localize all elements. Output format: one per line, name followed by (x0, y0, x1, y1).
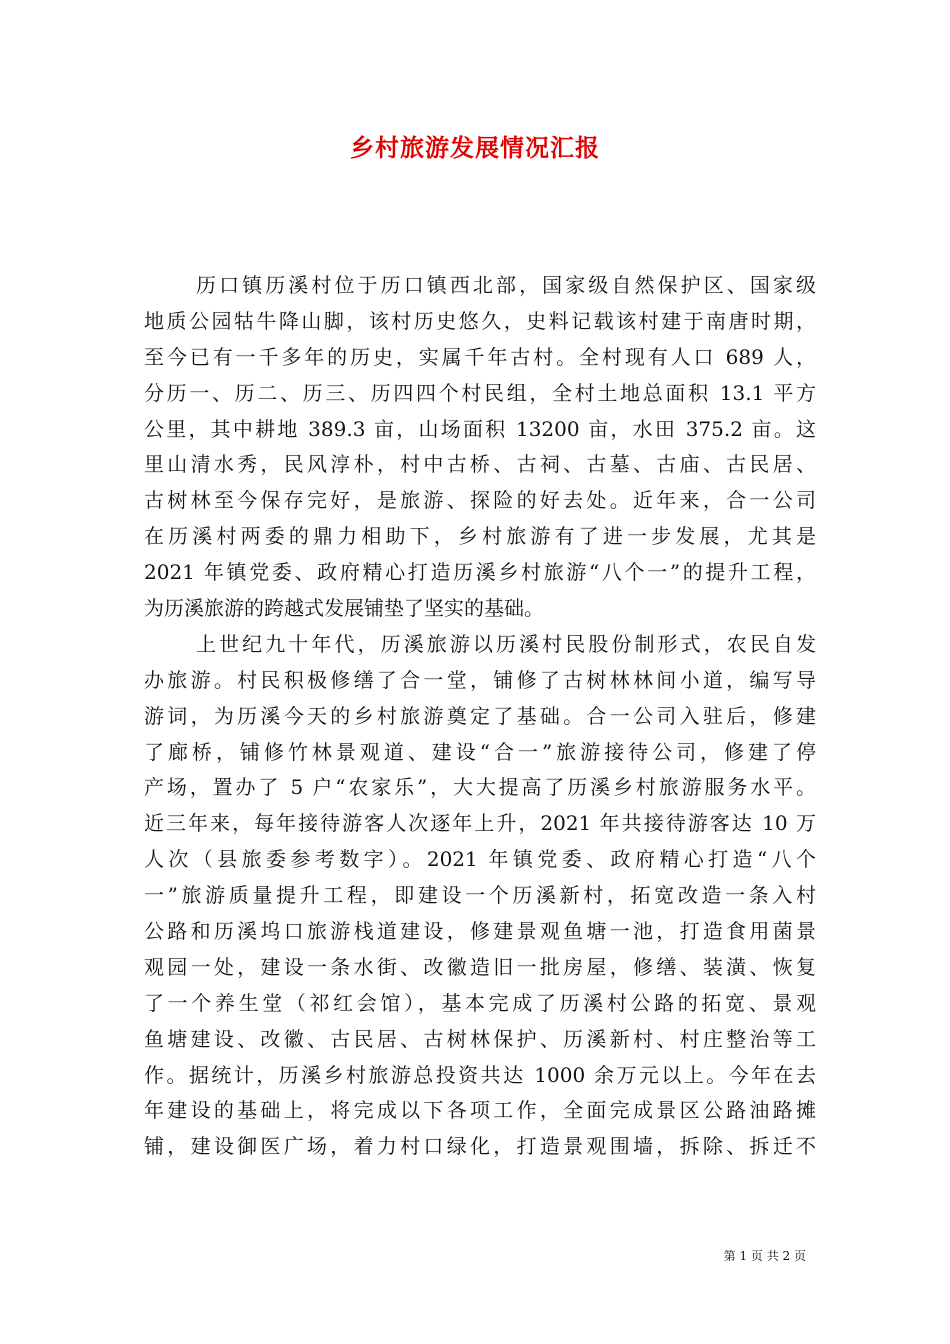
paragraph-line: 里山清水秀，民风淳朴，村中古桥、古祠、古墓、古庙、古民居、 (144, 452, 816, 477)
paragraph-line: 公里，其中耕地 389.3 亩，山场面积 13200 亩，水田 375.2 亩。这 (144, 416, 816, 441)
paragraph-line: 公路和历溪坞口旅游栈道建设，修建景观鱼塘一池，打造食用菌景 (144, 919, 816, 944)
paragraph-line: 作。据统计，历溪乡村旅游总投资共达 1000 余万元以上。今年在去 (144, 1062, 816, 1087)
paragraph-line: 了一个养生堂（祁红会馆），基本完成了历溪村公路的拓宽、景观 (144, 990, 816, 1015)
paragraph-line: 游词，为历溪今天的乡村旅游奠定了基础。合一公司入驻后，修建 (144, 703, 816, 728)
paragraph-line: 在历溪村两委的鼎力相助下，乡村旅游有了进一步发展，尤其是 (144, 524, 816, 549)
paragraph-line: 地质公园牯牛降山脚，该村历史悠久，史料记载该村建于南唐时期， (144, 308, 816, 333)
paragraph-line: 年建设的基础上，将完成以下各项工作，全面完成景区公路油路摊 (144, 1098, 816, 1123)
paragraph-line: 鱼塘建设、改徽、古民居、古树林保护、历溪新村、村庄整治等工 (144, 1026, 816, 1051)
paragraph-line: 分历一、历二、历三、历四四个村民组，全村土地总面积 13.1 平方 (144, 380, 816, 405)
paragraph-line: 办旅游。村民积极修缮了合一堂，铺修了古树林林间小道，编写导 (144, 667, 816, 692)
paragraph-line: 一”旅游质量提升工程，即建设一个历溪新村，拓宽改造一条入村 (144, 883, 816, 908)
paragraph-2 (144, 627, 816, 1165)
paragraph-line: 铺，建设御医广场，着力村口绿化，打造景观围墙，拆除、拆迁不 (144, 1134, 816, 1159)
paragraph-line: 古树林至今保存完好，是旅游、探险的好去处。近年来，合一公司 (144, 488, 816, 513)
document-body (144, 268, 816, 1165)
page-number-footer: 第 1 页 共 2 页 (723, 1249, 806, 1263)
document-title: 乡村旅游发展情况汇报 (350, 133, 600, 162)
paragraph-line: 至今已有一千多年的历史，实属千年古村。全村现有人口 689 人， (144, 344, 816, 369)
paragraph-line: 2021 年镇党委、政府精心打造历溪乡村旅游“八个一”的提升工程， (144, 560, 816, 585)
paragraph-line: 为历溪旅游的跨越式发展铺垫了坚实的基础。 (144, 596, 544, 621)
paragraph-line: 了廊桥，铺修竹林景观道、建设“合一”旅游接待公司，修建了停 (144, 739, 816, 764)
paragraph-line: 上世纪九十年代，历溪旅游以历溪村民股份制形式，农民自发 (196, 631, 816, 656)
paragraph-line: 历口镇历溪村位于历口镇西北部，国家级自然保护区、国家级 (196, 273, 816, 297)
paragraph-1 (144, 268, 816, 627)
paragraph-line: 观园一处，建设一条水街、改徽造旧一批房屋，修缮、装潢、恢复 (144, 954, 816, 979)
paragraph-line: 近三年来，每年接待游客人次逐年上升，2021 年共接待游客达 10 万 (144, 811, 816, 836)
paragraph-line: 产场，置办了 5 户“农家乐”，大大提高了历溪乡村旅游服务水平。 (144, 775, 816, 800)
paragraph-line: 人次（县旅委参考数字）。2021 年镇党委、政府精心打造“八个 (144, 847, 816, 872)
